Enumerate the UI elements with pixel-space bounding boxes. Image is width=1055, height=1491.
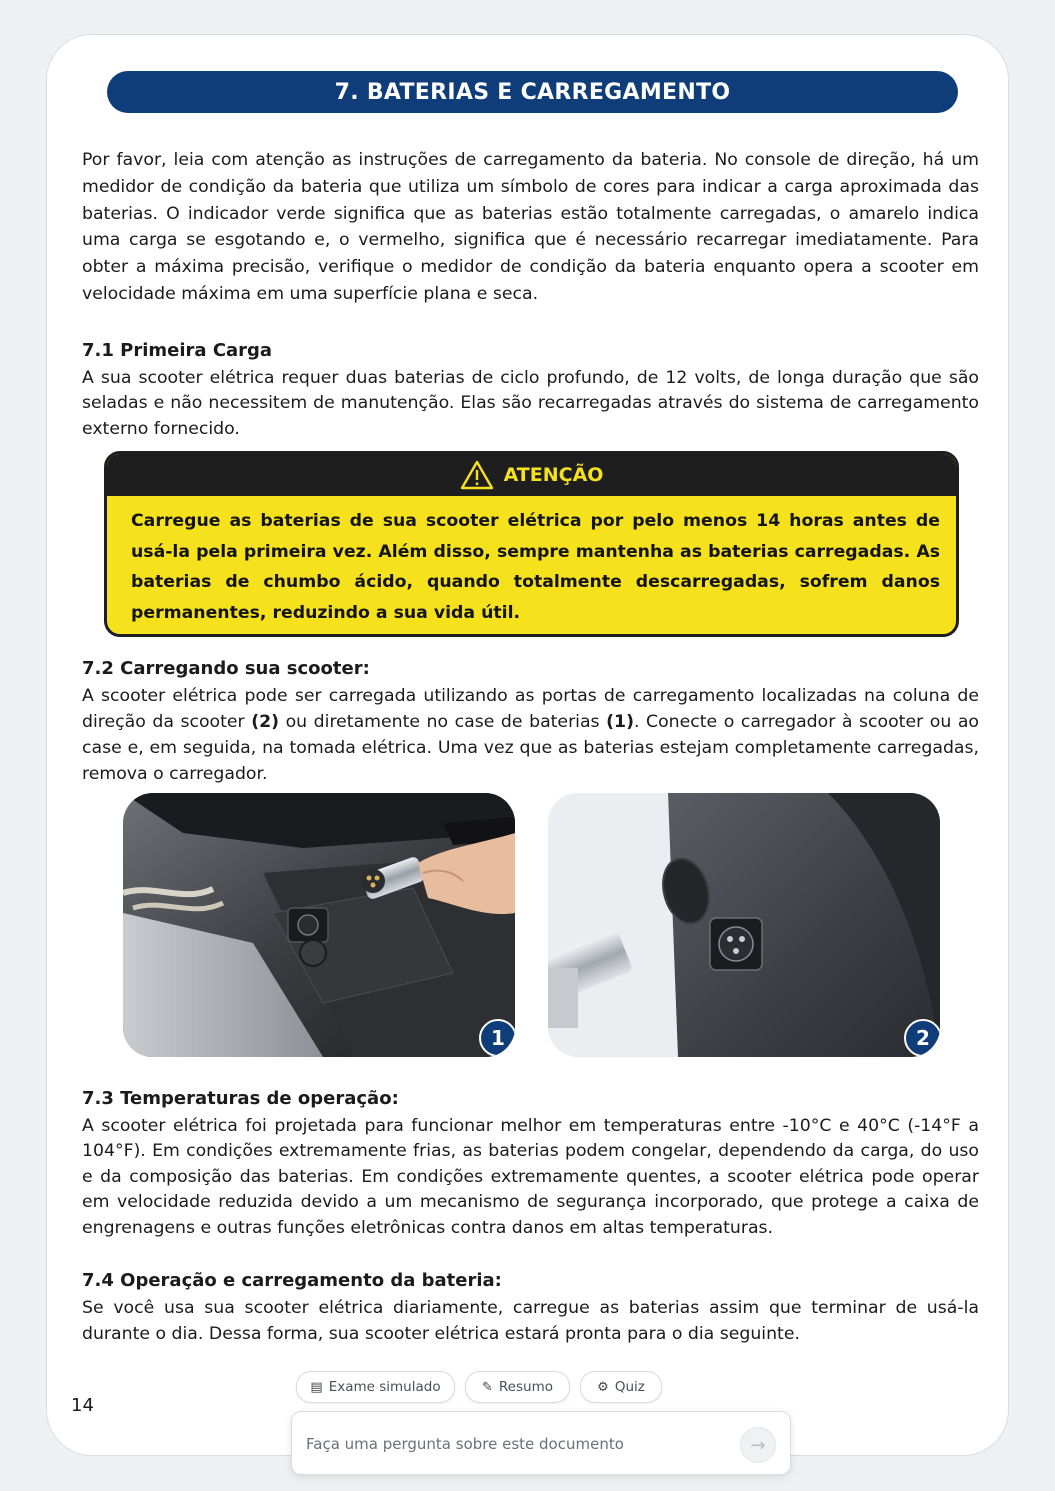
heading-7-4: 7.4 Operação e carregamento da bateria:	[82, 1270, 502, 1291]
chip-exame-simulado[interactable]	[296, 1371, 455, 1403]
reference-2: (2)	[251, 712, 280, 732]
arrow-right-icon: →	[750, 1434, 766, 1456]
heading-7-1: 7.1 Primeira Carga	[82, 340, 273, 361]
photo-badge-2: 2	[904, 1019, 940, 1057]
chip-quiz[interactable]	[580, 1371, 662, 1403]
steering-column-illustration	[548, 793, 940, 1057]
question-box	[291, 1411, 791, 1475]
chip-resumo-label: Resumo	[498, 1379, 553, 1395]
question-input[interactable]	[304, 1428, 728, 1460]
clipboard-icon: ▤	[310, 1379, 323, 1395]
heading-7-2: 7.2 Carregando sua scooter:	[82, 658, 370, 679]
battery-case-illustration	[123, 793, 515, 1057]
reference-1: (1)	[606, 712, 634, 732]
photo-steering-column-port	[548, 793, 940, 1057]
paragraph-7-2-part-1: A scooter elétrica pode ser carregada utilizando as portas de carregamento localizadas na coluna de direção da scooter	[82, 686, 979, 732]
paragraph-7-2-part-3: . Conecte o carregador à scooter ou ao case e, em seguida, na tomada elétrica. Uma vez que as baterias estejam completamente carregadas, remova o carregador.	[82, 712, 979, 784]
section-title-banner	[107, 71, 958, 113]
section-title: 7. BATERIAS E CARREGAMENTO	[334, 79, 731, 105]
paragraph-7-2-part-2: ou diretamente no case de baterias	[279, 712, 607, 732]
pencil-icon: ✎	[482, 1379, 493, 1395]
chip-quiz-label: Quiz	[614, 1379, 645, 1395]
intro-paragraph: Por favor, leia com atenção as instruções de carregamento da bateria. No console de direção, há um medidor de condição da bateria que utiliza um símbolo de cores para indicar a carga aproximada das baterias. O indicador verde significa que as baterias estão totalmente carregadas, o amarelo indica uma carga se esgotando e, o vermelho, significa que é necessário recarregar imediatamente. Para obter a máxima precisão, verifique o medidor de condição da bateria enquanto opera a scooter em velocidade máxima em uma superfície plana e seca.	[82, 150, 979, 304]
heading-7-3: 7.3 Temperaturas de operação:	[82, 1088, 399, 1109]
warning-triangle-icon	[460, 460, 494, 490]
warning-title: ATENÇÃO	[503, 464, 604, 486]
photo-battery-case-port	[123, 793, 515, 1057]
quiz-icon: ⚙	[597, 1379, 609, 1395]
photo-badge-1: 1	[479, 1019, 515, 1057]
chip-exame-simulado-label: Exame simulado	[328, 1379, 441, 1395]
send-button[interactable]	[740, 1427, 776, 1463]
warning-header	[107, 454, 956, 496]
warning-text: Carregue as baterias de sua scooter elétrica por pelo menos 14 horas antes de usá-la pela primeira vez. Além disso, sempre mantenha as baterias carregadas. As baterias de chumbo ácido, quando totalmente descarregadas, sofrem danos permanentes, reduzindo a sua vida útil.	[131, 511, 940, 623]
paragraph-7-1: A sua scooter elétrica requer duas baterias de ciclo profundo, de 12 volts, de longa duração que são seladas e não necessitem de manutenção. Elas são recarregadas através do sistema de carregamento externo fornecido.	[82, 368, 979, 439]
paragraph-7-3: A scooter elétrica foi projetada para funcionar melhor em temperaturas entre -10°C e 40°C (-14°F a 104°F). Em condições extremamente frias, as baterias podem congelar, dependendo da carga, do uso e da composição das baterias. Em condições extremamente quentes, a scooter elétrica pode operar em velocidade reduzida devido a um mecanismo de segurança incorporado, que protege a caixa de engrenagens e outras funções eletrônicas contra danos em altas temperaturas.	[82, 1116, 979, 1238]
paragraph-7-2	[82, 683, 979, 787]
page-number: 14	[71, 1395, 94, 1416]
chip-resumo[interactable]	[465, 1371, 570, 1403]
paragraph-7-4: Se você usa sua scooter elétrica diariamente, carregue as baterias assim que terminar de usá-la durante o dia. Dessa forma, sua scooter elétrica estará pronta para o dia seguinte.	[82, 1298, 979, 1344]
warning-box	[104, 451, 959, 637]
